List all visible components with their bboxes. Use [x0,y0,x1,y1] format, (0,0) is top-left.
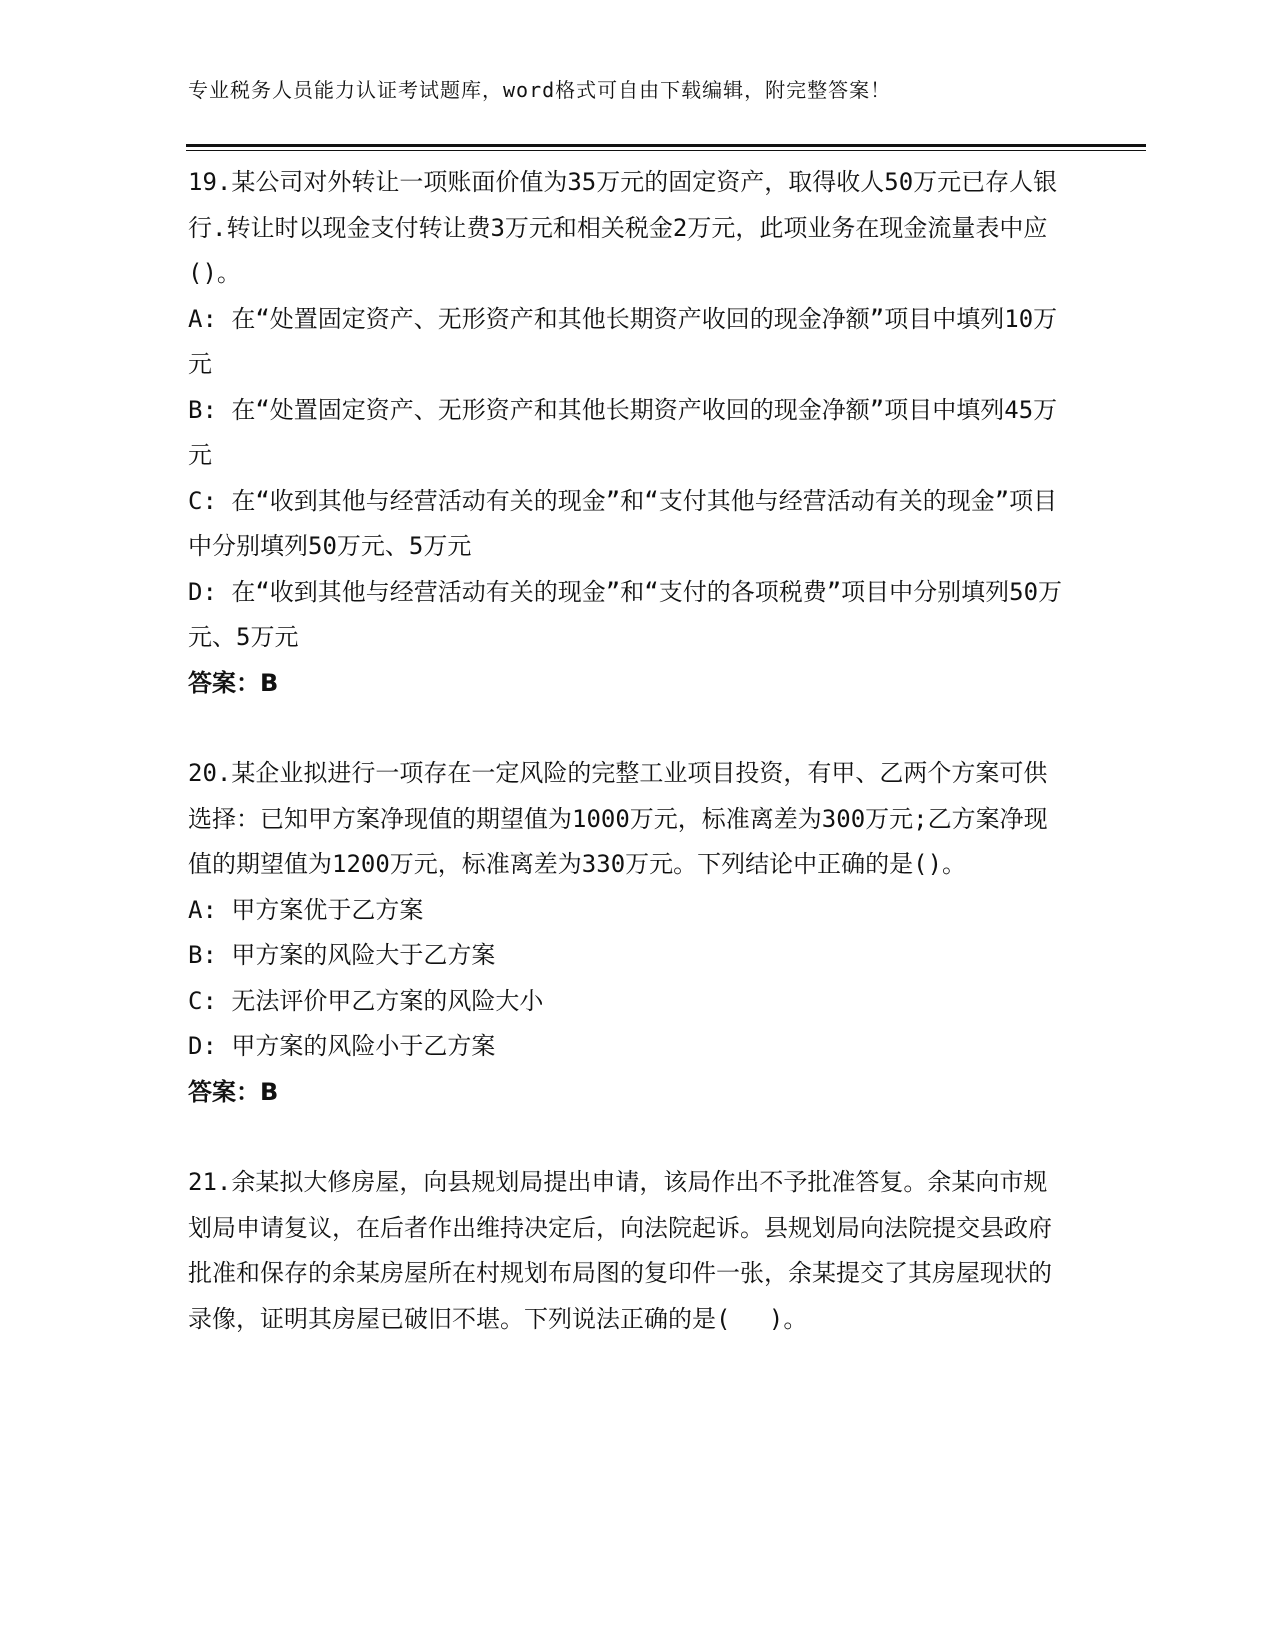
answer: 答案：B [188,1077,279,1106]
option-a: A: 在“处置固定资产、无形资产和其他长期资产收回的现金净额”项目中填列10万元 [188,304,1058,378]
option-c: C: 无法评价甲乙方案的风险大小 [188,986,544,1015]
page-header: 专业税务人员能力认证考试题库，word格式可自由下载编辑，附完整答案！ [188,78,892,102]
option-b: B: 甲方案的风险大于乙方案 [188,941,496,969]
question-21 [188,1160,1068,1342]
question-19 [188,160,1068,706]
question-stem: 19.某公司对外转让一项账面价值为35万元的固定资产，取得收人50万元已存人银行.转让时以现金支付转让费3万元和相关税金2万元，此项业务在现金流量表中应()。 [188,168,1058,287]
question-stem: 21.余某拟大修房屋，向县规划局提出申请，该局作出不予批准答复。余某向市规划局申请复议，在后者作出维持决定后，向法院起诉。县规划局向法院提交县政府批准和保存的余某房屋所在村规划布局图的复印件一张，余某提交了其房屋现状的录像，证明其房屋已破旧不堪。下列说法正确的是( )。 [188,1168,1052,1333]
answer: 答案：B [188,668,279,697]
question-20 [188,751,1068,1115]
header-rule-thin [186,150,1146,151]
document-body [188,160,1068,1342]
question-stem: 20.某企业拟进行一项存在一定风险的完整工业项目投资，有甲、乙两个方案可供选择：已知甲方案净现值的期望值为1000万元，标准离差为300万元;乙方案净现值的期望值为1200万元，标准离差为330万元。下列结论中正确的是()。 [188,759,1048,878]
option-b: B: 在“处置固定资产、无形资产和其他长期资产收回的现金净额”项目中填列45万元 [188,395,1058,469]
header-rule-thick [186,144,1146,147]
option-d: D: 甲方案的风险小于乙方案 [188,1032,496,1060]
option-c: C: 在“收到其他与经营活动有关的现金”和“支付其他与经营活动有关的现金”项目中分别填列50万元、5万元 [188,486,1058,560]
option-a: A: 甲方案优于乙方案 [188,895,424,924]
option-d: D: 在“收到其他与经营活动有关的现金”和“支付的各项税费”项目中分别填列50万元、5万元 [188,577,1063,651]
